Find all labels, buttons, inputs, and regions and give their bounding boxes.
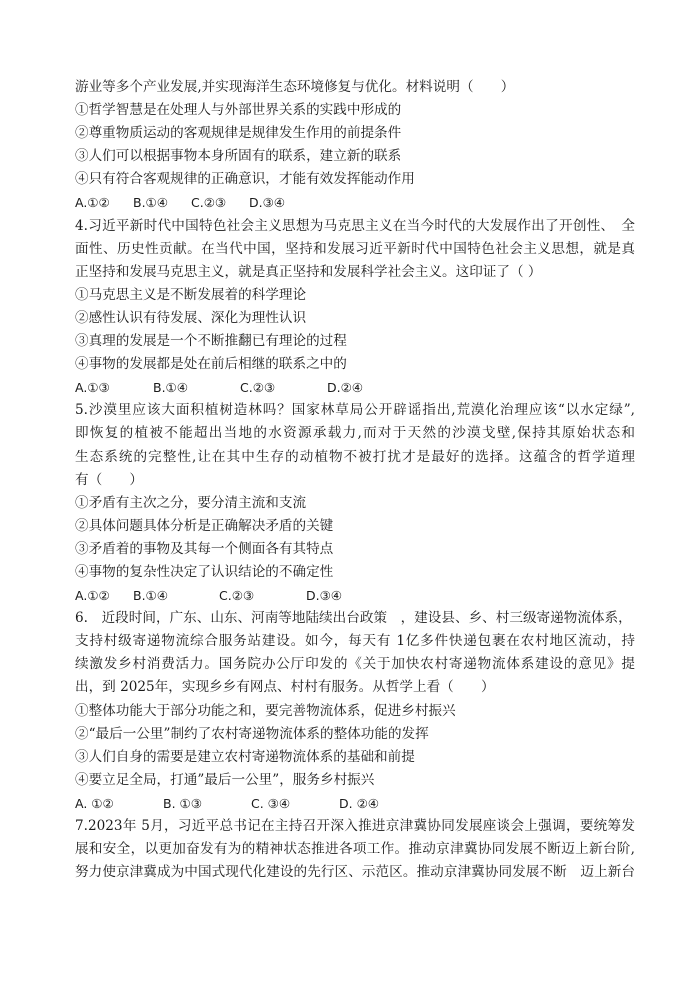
question-stem-line: 生态系统的完整性,让在其中生存的动植物不被打扰才是最好的选择。这蕴含的哲学道理 xyxy=(75,448,635,465)
exam-page xyxy=(75,76,635,884)
option-3: ③人们可以根据事物本身所固有的联系，建立新的联系 xyxy=(75,148,402,165)
question-stem-line: 展和安全，以更加奋发有为的精神状态推进各项工作。推动京津冀协同发展不断迈上新台阶, xyxy=(75,841,635,858)
choice-b: B. ①③ xyxy=(163,795,202,811)
choice-b: B.①④ xyxy=(133,588,168,604)
choice-b: B.①④ xyxy=(133,195,168,211)
choice-d: D.②④ xyxy=(327,380,364,396)
question-5 xyxy=(75,399,635,607)
answer-choices xyxy=(75,792,635,815)
question-stem-line: 正坚持和发展马克思主义，就是真正坚持和发展科学社会主义。这印证了（ ） xyxy=(75,263,542,280)
question-4 xyxy=(75,215,635,400)
option-2: ②尊重物质运动的客观规律是规律发生作用的前提条件 xyxy=(75,125,402,142)
question-stem-line: 续激发乡村消费活力。国务院办公厅印发的《关于加快农村寄递物流体系建设的意见》提 xyxy=(75,656,635,673)
answer-choices xyxy=(75,584,635,607)
choice-d: D.③④ xyxy=(306,588,343,604)
answer-choices xyxy=(75,191,635,214)
question-stem-line: 出，到 2025年，实现乡乡有网点、村村有服务。从哲学上看（ ） xyxy=(75,679,495,696)
choice-a: A. ①② xyxy=(75,795,114,811)
choice-d: D.③④ xyxy=(249,195,286,211)
option-3: ③人们自身的需要是建立农村寄递物流体系的基础和前提 xyxy=(75,748,415,765)
option-2: ②具体问题具体分析是正确解决矛盾的关键 xyxy=(75,517,334,534)
choice-a: A.①③ xyxy=(75,380,110,396)
option-1: ①马克思主义是不断发展着的科学理论 xyxy=(75,286,307,303)
option-1: ①矛盾有主次之分，要分清主流和支流 xyxy=(75,494,307,511)
question-stem-line: 5.沙漠里应该大面积植树造林吗？国家林草局公开辟谣指出,荒漠化治理应该“以水定绿”, xyxy=(75,402,635,419)
question-stem-line: 努力使京津冀成为中国式现代化建设的先行区、示范区。推动京津冀协同发展不断 迈上新台 xyxy=(75,864,635,881)
question-6 xyxy=(75,607,635,815)
option-3: ③矛盾着的事物及其每一个侧面各有其特点 xyxy=(75,540,334,557)
option-2: ②“最后一公里”制约了农村寄递物流体系的整体功能的发挥 xyxy=(75,725,429,742)
question-7 xyxy=(75,815,635,884)
choice-b: B.①④ xyxy=(153,380,188,396)
question-stem-line: 即恢复的植被不能超出当地的水资源承载力,而对于天然的沙漠戈壁,保持其原始状态和 xyxy=(75,425,635,442)
option-2: ②感性认识有待发展、深化为理性认识 xyxy=(75,309,307,326)
question-stem-line: 支持村级寄递物流综合服务站建设。如今，每天有 1亿多件快递包裹在农村地区流动，持 xyxy=(75,633,635,650)
question-stem-line: 4.习近平新时代中国特色社会主义思想为马克思主义在当今时代的大发展作出了开创性、 全 xyxy=(75,217,635,234)
choice-c: C. ③④ xyxy=(251,795,291,811)
question-3 xyxy=(75,76,635,215)
choice-c: C.②③ xyxy=(191,195,227,211)
option-3: ③真理的发展是一个不断推翻已有理论的过程 xyxy=(75,333,347,350)
question-stem-line: 游业等多个产业发展,并实现海洋生态环境修复与优化。材料说明（ ） xyxy=(75,79,515,95)
choice-a: A.①② xyxy=(75,588,110,604)
question-stem-line: 面性、历史性贡献。在当代中国，坚持和发展习近平新时代中国特色社会主义思想，就是真 xyxy=(75,240,635,257)
question-stem-line: 6. 近段时间，广东、山东、河南等地陆续出台政策 ，建设县、乡、村三级寄递物流体系， xyxy=(75,610,632,627)
choice-c: C.②③ xyxy=(240,380,276,396)
option-4: ④事物的发展都是处在前后相继的联系之中的 xyxy=(75,356,347,373)
option-1: ①哲学智慧是在处理人与外部世界关系的实践中形成的 xyxy=(75,102,402,119)
choice-d: D. ②④ xyxy=(339,795,379,811)
answer-choices xyxy=(75,376,635,399)
option-4: ④只有符合客观规律的正确意识，才能有效发挥能动作用 xyxy=(75,171,415,188)
option-4: ④要立足全局，打通”最后一公里”，服务乡村振兴 xyxy=(75,771,375,788)
option-1: ①整体功能大于部分功能之和，要完善物流体系，促进乡村振兴 xyxy=(75,702,456,719)
choice-a: A.①② xyxy=(75,195,110,211)
choice-c: C.②③ xyxy=(219,588,255,604)
question-stem-line: 有（ ） xyxy=(75,471,143,488)
option-4: ④事物的复杂性决定了认识结论的不确定性 xyxy=(75,563,334,580)
question-stem-line: 7.2023年 5月，习近平总书记在主持召开深入推进京津冀协同发展座谈会上强调，要统筹发 xyxy=(75,818,635,834)
